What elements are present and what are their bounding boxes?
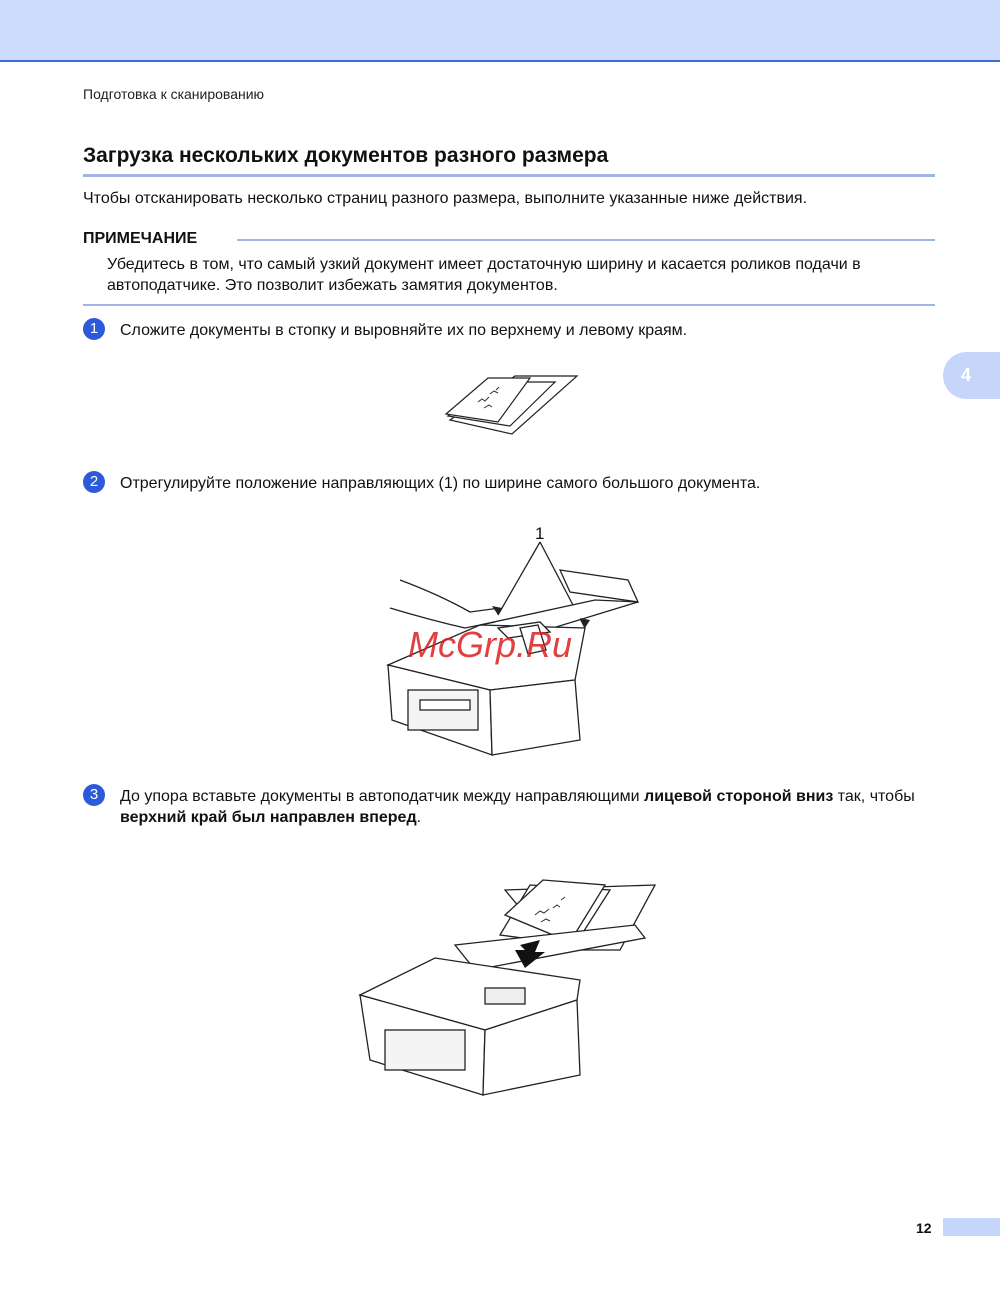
step-3-text-bold1: лицевой стороной вниз (644, 788, 834, 805)
section-title: Загрузка нескольких документов разного размера (83, 144, 609, 167)
step-3-text-part2: так, чтобы (833, 788, 915, 805)
title-divider (83, 174, 935, 177)
step-3-number: 3 (83, 784, 105, 806)
step-3-text-bold2: верхний край был направлен вперед (120, 809, 417, 826)
step-3-text-part3: . (416, 809, 422, 826)
intro-text: Чтобы отсканировать несколько страниц разного размера, выполните указанные ниже действия. (83, 190, 808, 207)
note-text: Убедитесь в том, что самый узкий документ имеет достаточную ширину и касается роликов подачи в автоподатчике. Это позволит избежать замятия документов. (107, 256, 861, 294)
step-2-number: 2 (83, 471, 105, 493)
note-heading: ПРИМЕЧАНИЕ (83, 230, 198, 247)
stacked-documents-illustration (440, 360, 590, 440)
step-3-text-part1: До упора вставьте документы в автоподатчик между направляющими (120, 788, 645, 805)
step-1-text: Сложите документы в стопку и выровняйте их по верхнему и левому краям. (120, 322, 688, 339)
breadcrumb: Подготовка к сканированию (83, 86, 265, 102)
callout-label: 1 (535, 524, 545, 543)
chapter-tab: 4 (943, 352, 1000, 399)
page-number-bar (943, 1218, 1000, 1236)
step-3-text (120, 786, 940, 828)
page-number: 12 (916, 1220, 932, 1236)
watermark: McGrp.Ru (408, 624, 573, 665)
note-divider-bottom (83, 304, 935, 306)
note-divider-top (237, 239, 935, 241)
scanner-loading-illustration (355, 870, 665, 1100)
step-1-number: 1 (83, 318, 105, 340)
step-2-text: Отрегулируйте положение направляющих (1) по ширине самого большого документа. (120, 475, 761, 492)
header-band (0, 0, 1000, 62)
